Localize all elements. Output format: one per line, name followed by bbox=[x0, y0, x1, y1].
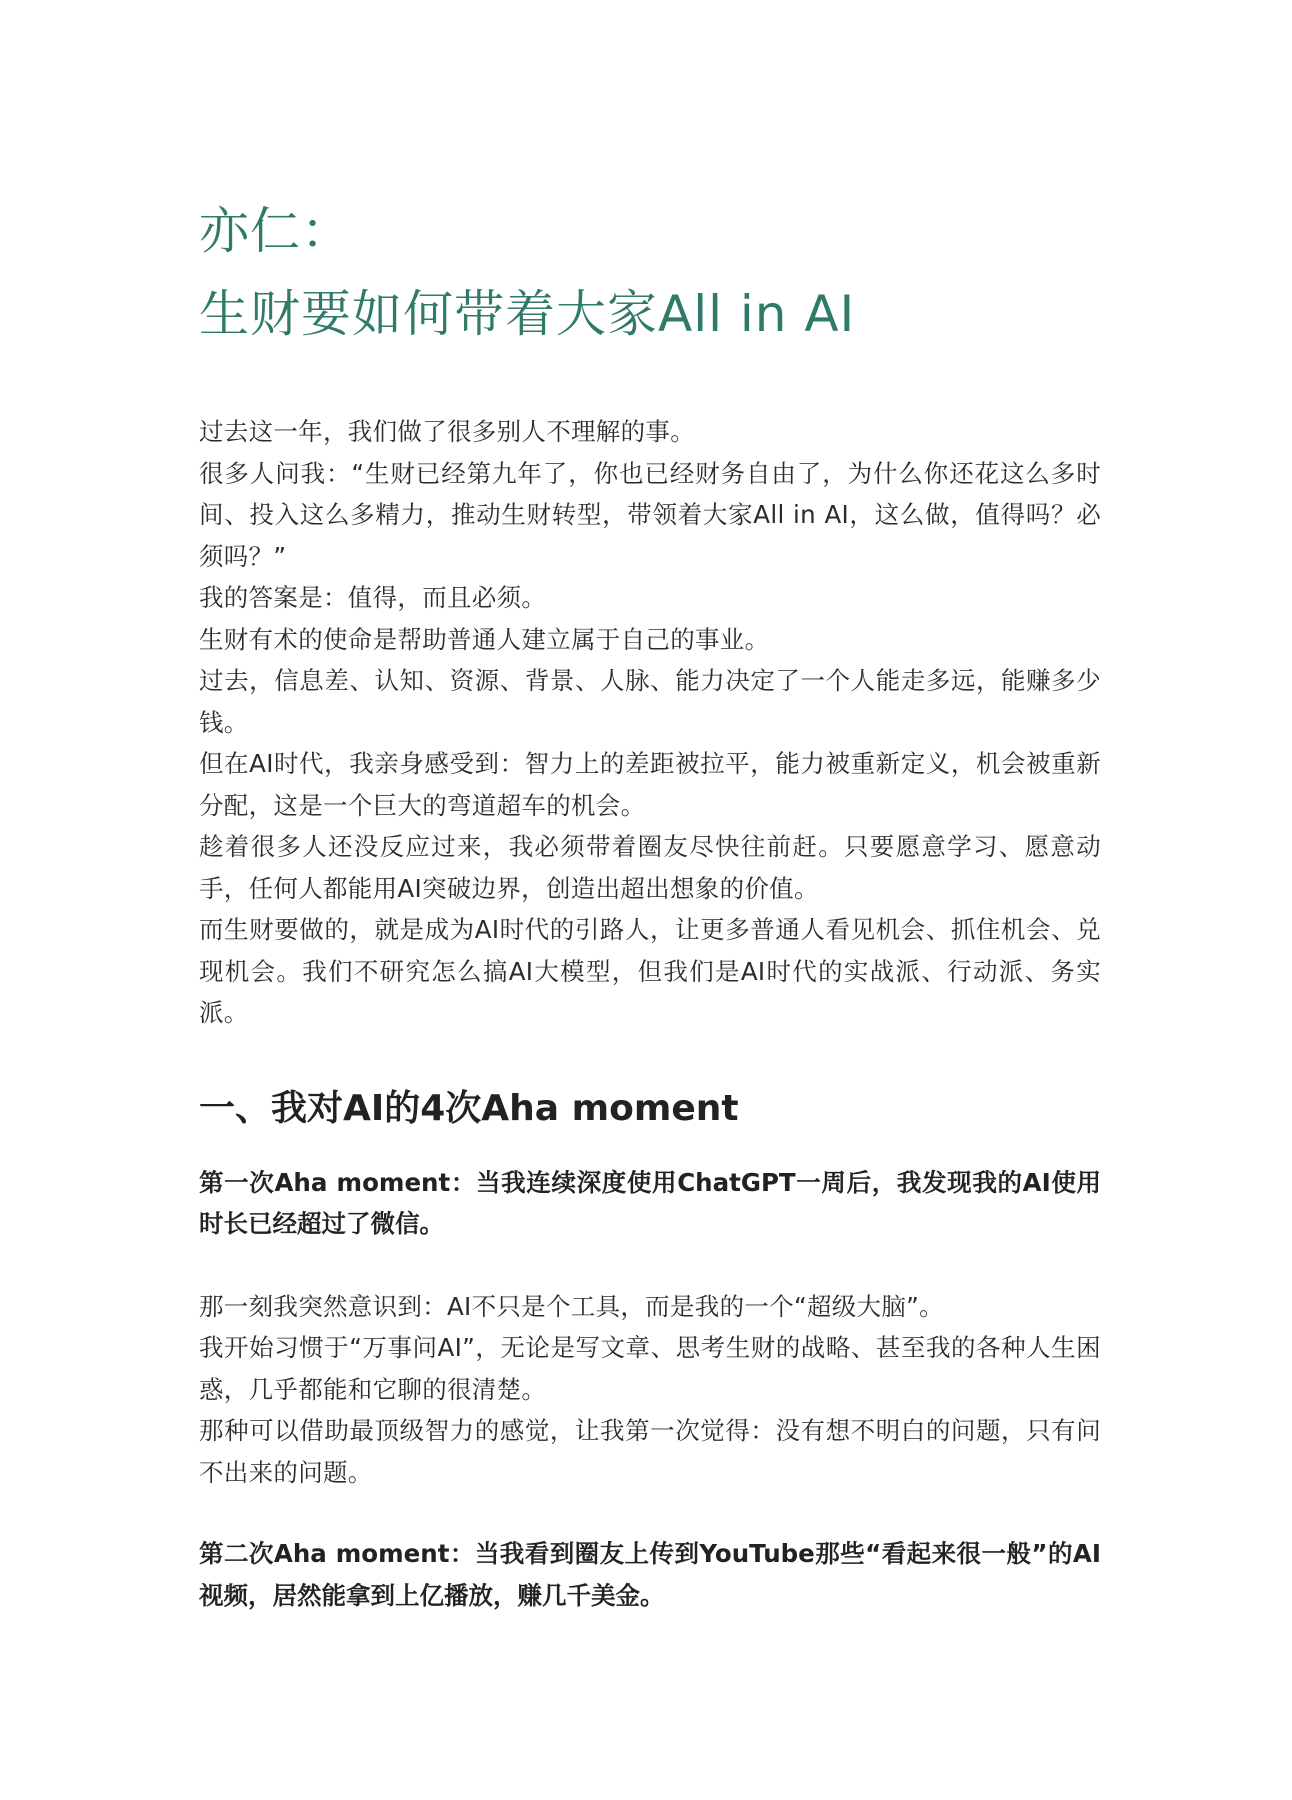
intro-paragraph: 过去，信息差、认知、资源、背景、人脉、能力决定了一个人能走多远，能赚多少钱。 bbox=[199, 666, 1101, 737]
intro-paragraph: 而生财要做的，就是成为AI时代的引路人，让更多普通人看见机会、抓住机会、兑现机会。我们不研究怎么搞AI大模型，但我们是AI时代的实战派、行动派、务实派。 bbox=[199, 915, 1101, 1027]
article-title bbox=[199, 190, 1101, 356]
intro-paragraph: 生财有术的使命是帮助普通人建立属于自己的事业。 bbox=[199, 624, 770, 654]
moment-paragraph: 我开始习惯于“万事问AI”，无论是写文章、思考生财的战略、甚至我的各种人生困惑，几乎都能和它聊的很清楚。 bbox=[199, 1333, 1101, 1404]
intro-paragraph: 很多人问我：“生财已经第九年了，你也已经财务自由了，为什么你还花这么多时间、投入这么多精力，推动生财转型，带领着大家All in AI，这么做，值得吗？必须吗？” bbox=[199, 458, 1101, 571]
aha-moment-1 bbox=[199, 1162, 1101, 1494]
title-line-headline: 生财要如何带着大家All in AI bbox=[199, 285, 856, 343]
intro-paragraph: 但在AI时代，我亲身感受到：智力上的差距被拉平，能力被重新定义，机会被重新分配，这是一个巨大的弯道超车的机会。 bbox=[199, 749, 1101, 820]
aha-moment-title: 第一次Aha moment：当我连续深度使用ChatGPT一周后，我发现我的AI使用时长已经超过了微信。 bbox=[199, 1167, 1101, 1238]
aha-moment-2 bbox=[199, 1533, 1101, 1616]
title-line-author: 亦仁： bbox=[199, 202, 352, 260]
aha-moment-title: 第二次Aha moment：当我看到圈友上传到YouTube那些“看起来很一般”的AI视频，居然能拿到上亿播放，赚几千美金。 bbox=[199, 1539, 1101, 1610]
intro-paragraph: 趁着很多人还没反应过来，我必须带着圈友尽快往前赶。只要愿意学习、愿意动手，任何人都能用AI突破边界，创造出超出想象的价值。 bbox=[199, 832, 1101, 903]
aha-moment-body bbox=[199, 1286, 1101, 1494]
moment-paragraph: 那种可以借助最顶级智力的感觉，让我第一次觉得：没有想不明白的问题，只有问不出来的问题。 bbox=[199, 1416, 1101, 1487]
moment-paragraph: 那一刻我突然意识到：AI不只是个工具，而是我的一个“超级大脑”。 bbox=[199, 1291, 944, 1321]
intro-paragraph: 我的答案是：值得，而且必须。 bbox=[199, 583, 547, 612]
section-heading: 一、我对AI的4次Aha moment bbox=[199, 1087, 739, 1129]
intro-paragraph: 过去这一年，我们做了很多别人不理解的事。 bbox=[199, 417, 695, 446]
intro-section bbox=[199, 411, 1101, 1034]
article bbox=[199, 190, 1101, 1616]
